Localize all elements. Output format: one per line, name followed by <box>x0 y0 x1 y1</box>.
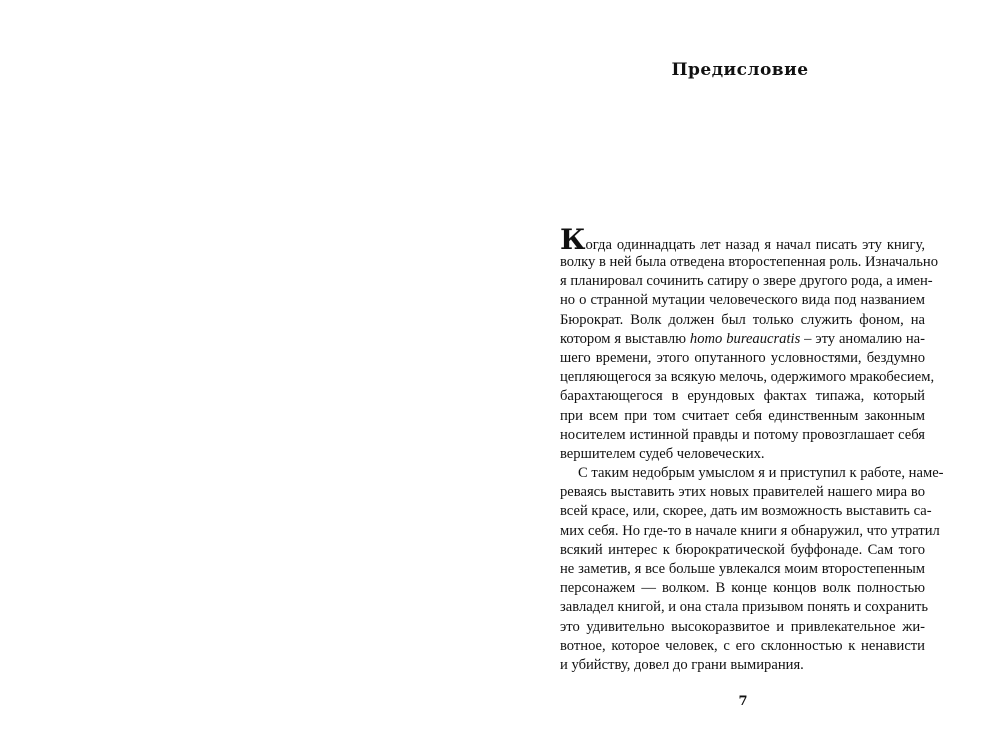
italic-line-before: котором я выставлю <box>560 330 690 347</box>
text-line: волку в ней была отведена второстепенная роль. Изначально <box>560 254 939 270</box>
italic-term: homo bureaucratis <box>689 330 801 347</box>
page-number: 7 <box>738 694 748 709</box>
text-line: при всем при том считает себя единственным законным <box>560 407 925 424</box>
text-line: носителем истинной правды и потому провозглашает себя <box>560 426 925 443</box>
text-line: барахтающегося в ерундовых фактах типажа, который <box>560 388 925 405</box>
text-line: персонажем — волком. В конце концов волк полностью <box>560 580 925 597</box>
italic-line-after: – эту аномалию на- <box>800 330 926 347</box>
body-text <box>560 223 944 675</box>
paragraph-1-line-1 <box>560 223 925 256</box>
text-line: завладел книгой, и она стала призывом понять и сохранить <box>560 599 929 616</box>
paragraph-2-line-1: С таким недобрым умыслом я и приступил к работе, наме- <box>578 465 944 482</box>
text-line-with-italic <box>560 330 925 349</box>
text-line: Бюрократ. Волк должен был только служить фоном, на <box>560 311 925 328</box>
text-line-last: вершителем судеб человеческих. <box>560 445 765 462</box>
chapter-title: Предисловие <box>671 60 809 80</box>
text-line: всей красе, или, скорее, дать им возможность выставить са- <box>560 503 932 520</box>
text-line: цепляющегося за всякую мелочь, одержимого мракобесием, <box>560 369 935 386</box>
text-line: шего времени, этого опутанного условностями, бездумно <box>560 349 925 366</box>
text-line: но о странной мутации человеческого вида под названием <box>560 292 925 309</box>
text-line: это удивительно высокоразвитое и привлекательное жи- <box>560 618 925 635</box>
text-line: не заметив, я все больше увлекался моим второстепенным <box>560 561 925 577</box>
drop-cap: К <box>560 223 586 256</box>
text-line: всякий интерес к бюрократической буффонаде. Сам того <box>560 541 925 558</box>
text-line: я планировал сочинить сатиру о звере другого рода, а имен- <box>560 273 933 290</box>
text-line: вотное, которое человек, с его склонностью к ненависти <box>560 637 925 654</box>
text-line: реваясь выставить этих новых правителей нашего мира во <box>560 484 925 501</box>
text-line: мих себя. Но где-то в начале книги я обнаружил, что утратил <box>560 522 940 539</box>
text-line-last: и убийству, довел до грани вымирания. <box>560 656 804 673</box>
first-line-text: огда одиннадцать лет назад я начал писать эту книгу, <box>585 237 925 253</box>
